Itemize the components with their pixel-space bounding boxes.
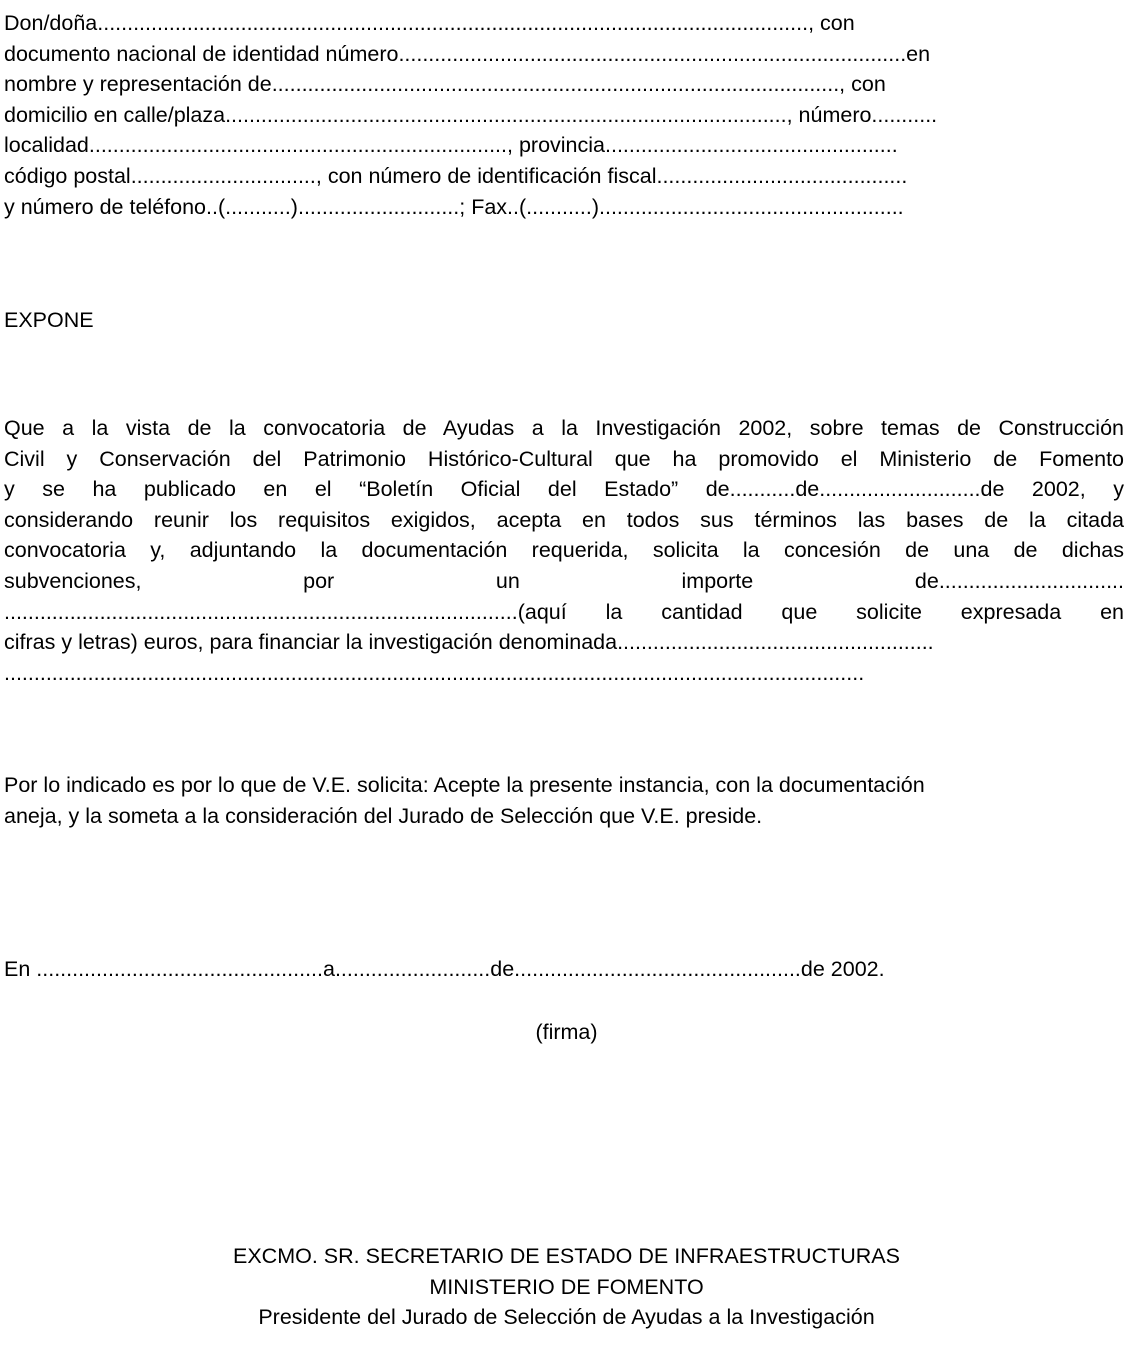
expone-heading: EXPONE — [4, 308, 94, 332]
addressee-ministry: MINISTERIO DE FOMENTO — [429, 1274, 704, 1299]
addressee-block — [0, 1241, 1133, 1333]
body-line: considerando reunir los requisitos exigidos, acepta en todos sus términos las bases de la citada — [4, 507, 1124, 532]
body-line: convocatoria y, adjuntando la documentación requerida, solicita la concesión de una de dichas — [4, 538, 1124, 563]
postal-code-line: código postal..............................., con número de identificación fiscal.......................................... — [4, 163, 908, 188]
body-paragraph — [4, 413, 1124, 688]
locality-line: localidad......................................................................, provincia................................................. — [4, 133, 898, 158]
request-line: aneja, y la someta a la consideración del Jurado de Selección que V.E. preside. — [4, 803, 763, 828]
body-line: ................................................................................................................................................ — [4, 660, 865, 685]
applicant-name-line: Don/doña......................................................................................................................., con — [4, 11, 855, 35]
body-line: Civil y Conservación del Patrimonio Histórico-Cultural que ha promovido el Ministerio de Fomento — [4, 446, 1124, 471]
place-date-line: En ................................................a..........................de................................................de 2002. — [4, 957, 885, 981]
body-line: y se ha publicado en el “Boletín Oficial del Estado” de...........de...........................de 2002, y — [4, 477, 1124, 502]
phone-fax-line: y número de teléfono..(...........)...........................; Fax..(...........)................................................... — [4, 194, 904, 219]
applicant-details-block — [0, 8, 938, 222]
request-line: Por lo indicado es por lo que de V.E. solicita: Acepte la presente instancia, con la documentación — [4, 773, 925, 797]
body-line: Que a la vista de la convocatoria de Ayudas a la Investigación 2002, sobre temas de Construcción — [4, 416, 1124, 440]
signature-label: (firma) — [535, 1020, 598, 1044]
addressee-title: EXCMO. SR. SECRETARIO DE ESTADO DE INFRAESTRUCTURAS — [233, 1244, 900, 1268]
body-line: ......................................................................................(aquí la cantidad que solicite expresada en — [4, 599, 1124, 624]
representation-line: nombre y representación de..............................................................................................., con — [4, 72, 886, 97]
id-number-line: documento nacional de identidad número.....................................................................................en — [4, 41, 931, 66]
body-line: cifras y letras) euros, para financiar la investigación denominada..................................................... — [4, 630, 934, 655]
address-line: domicilio en calle/plaza.............................................................................................., número........... — [4, 102, 938, 127]
addressee-role: Presidente del Jurado de Selección de Ayudas a la Investigación — [258, 1305, 875, 1330]
body-line: subvenciones, por un importe de............................... — [4, 568, 1124, 593]
request-paragraph — [4, 770, 1124, 831]
